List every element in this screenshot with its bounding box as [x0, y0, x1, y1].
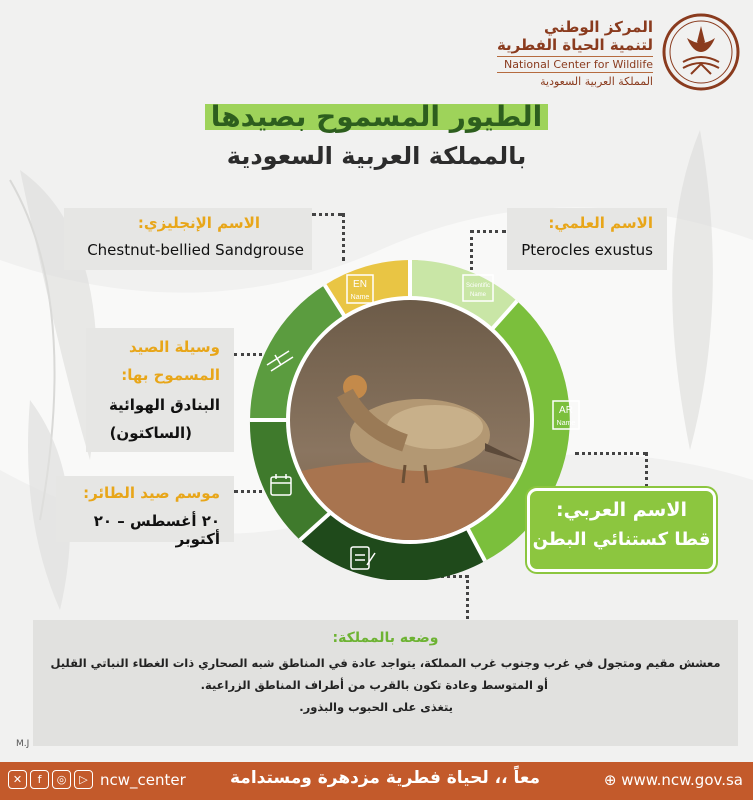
connector-line: [312, 213, 342, 216]
social-icons: [8, 770, 93, 789]
english-name-value: Chestnut-bellied Sandgrouse: [87, 241, 304, 259]
connector-line: [575, 452, 647, 455]
svg-text:Name: Name: [350, 294, 370, 301]
page-title: الطيور المسموح بصيدها: [0, 100, 753, 133]
svg-text:Scientific: Scientific: [465, 283, 491, 289]
status-line-3: يتغذى على الحبوب والبذور.: [299, 700, 453, 714]
connector-line: [645, 452, 648, 488]
instagram-icon[interactable]: ◎: [52, 770, 71, 789]
scientific-name-label: الاسم العلمي:: [548, 214, 653, 232]
hunting-method-label-1: وسيلة الصيد: [129, 338, 220, 356]
designer-credit: M.J: [16, 739, 30, 749]
arabic-name-box: [527, 488, 716, 572]
hunting-method-label-2: المسموح بها:: [121, 366, 220, 384]
status-box: [33, 620, 738, 746]
svg-text:Name: Name: [469, 292, 487, 298]
status-line-1: معشش مقيم ومتجول في غرب وجنوب غرب المملكة، يتواجد عادة في المناطق شبه الصحاري ذات الغطاء النباتي القليل: [50, 656, 721, 670]
svg-text:EN: EN: [353, 279, 367, 290]
globe-icon: ⊕: [603, 771, 617, 789]
season-value: ٢٠ أغسطس – ٢٠ أكتوبر: [93, 512, 220, 548]
country-name: المملكة العربية السعودية: [540, 75, 653, 89]
connector-line: [466, 575, 469, 619]
twitter-icon[interactable]: ✕: [8, 770, 27, 789]
ncw-emblem-logo: [661, 12, 741, 92]
footer-bar: [0, 762, 753, 800]
hunting-method-value-1: البنادق الهوائية: [108, 396, 220, 414]
connector-line: [470, 230, 506, 233]
org-name-en: National Center for Wildlife: [497, 56, 653, 73]
website-link[interactable]: [604, 771, 743, 789]
arabic-name-label: الاسم العربي:: [555, 499, 687, 521]
svg-text:Name: Name: [556, 420, 576, 427]
status-line-2: أو المتوسط وعادة تكون بالقرب من أطراف المناطق الزراعية.: [200, 678, 548, 692]
facebook-icon[interactable]: f: [30, 770, 49, 789]
youtube-icon[interactable]: ▷: [74, 770, 93, 789]
website-url: www.ncw.gov.sa: [621, 771, 743, 789]
season-box: [56, 476, 234, 548]
hunting-method-value-2: (الساكتون): [109, 424, 192, 442]
svg-text:AR: AR: [559, 405, 573, 416]
org-name-ar-line2: لتنمية الحياة الفطرية: [496, 36, 653, 54]
arabic-name-value: قطا كستنائي البطن: [532, 529, 711, 550]
social-handle[interactable]: ncw_center: [100, 771, 186, 789]
status-label: وضعه بالمملكة:: [332, 630, 439, 646]
season-label: موسم صيد الطائر:: [83, 484, 220, 502]
footer-slogan: معاً ،، لحياة فطرية مزدهرة ومستدامة: [230, 768, 541, 788]
english-name-label: الاسم الإنجليزي:: [137, 214, 260, 232]
hunting-method-box: [86, 328, 234, 452]
organization-name: [497, 18, 653, 88]
connector-line: [342, 213, 345, 261]
org-name-ar-line1: المركز الوطني: [543, 18, 653, 36]
page-subtitle: بالمملكة العربية السعودية: [226, 142, 527, 170]
scientific-name-value: Pterocles exustus: [521, 241, 653, 259]
